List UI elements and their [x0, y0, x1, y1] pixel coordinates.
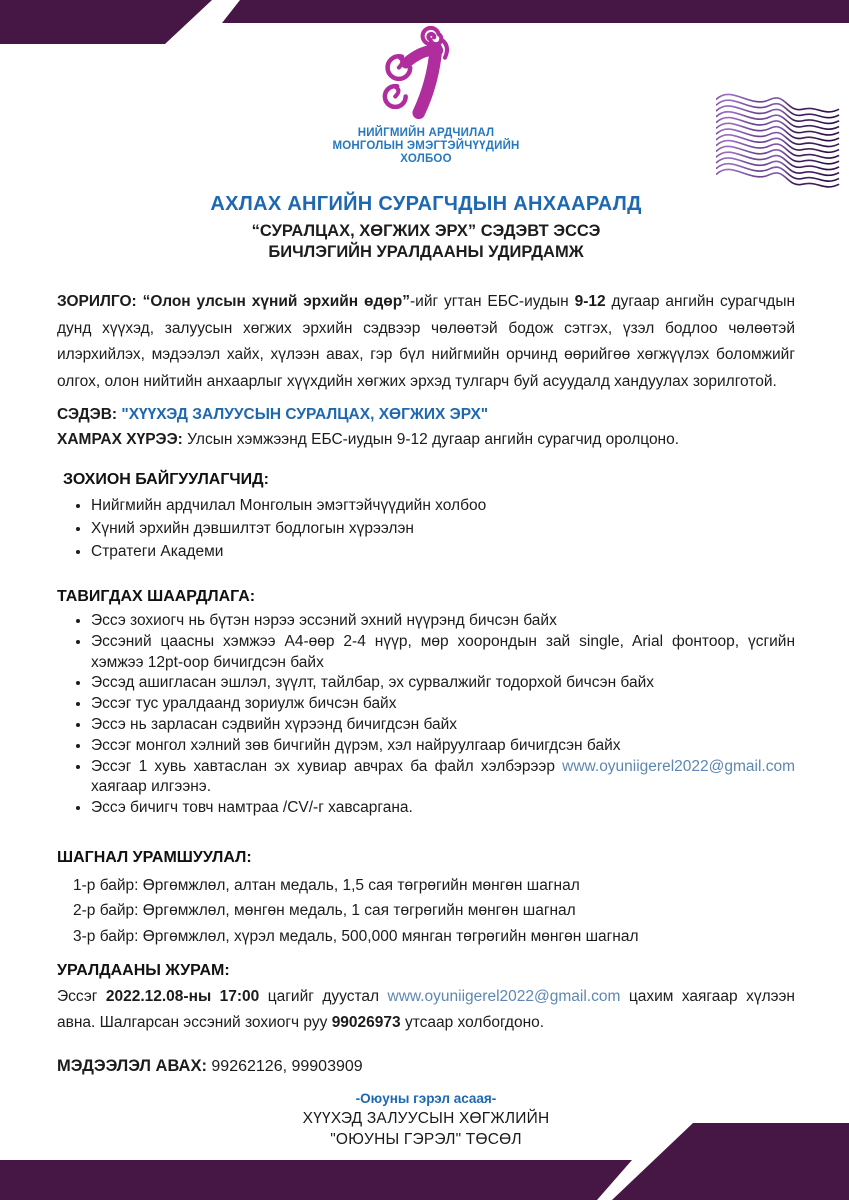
scope-label: ХАМРАХ ХҮРЭЭ: [57, 431, 183, 448]
page-title: АХЛАХ АНГИЙН СУРАГЧДЫН АНХААРАЛД [210, 193, 642, 215]
contact-label: МЭДЭЭЛЭЛ АВАХ: [57, 1057, 207, 1076]
contest-email-link[interactable]: www.oyuniigerel2022@gmail.com [562, 757, 795, 775]
footer-project-line: "ОЮУНЫ ГЭРЭЛ" ТӨСӨЛ [330, 1131, 522, 1149]
purpose-paragraph [57, 289, 795, 395]
purpose-text: дугаар ангийн сурагчдын дунд хүүхэд, залуусын хөгжих эрхийн сэдвээр чөлөөтэй бодож сэтгэх, үзэл бодлоо чөлөөтэй илэрхийлэх, мэдээлэл хайх, хүлээн авах, гэр бүл нийгмийн орчинд өөрийгөө хөгжүүлэх боломжийг олгох, олон нийтийн анхаарлыг хүүхдийн хөгжих эрхэд тулгарч буй асуудалд хандуулах зорилготой. [57, 293, 796, 390]
requirement-text: хаягаар илгээнэ. [91, 778, 212, 796]
list-item: • Нийгмийн ардчилал Монголын эмэгтэйчүүдийн холбоо [91, 494, 795, 517]
procedure-text: утсаар холбогдоно. [400, 1013, 545, 1031]
prize-item: 3-р байр: Өргөмжлөл, хүрэл медаль, 500,000 мянган төгрөгийн мөнгөн шагнал [73, 927, 639, 945]
contact-numbers: 99262126, 99903909 [206, 1058, 363, 1076]
contest-email-link[interactable]: www.oyuniigerel2022@gmail.com [387, 988, 621, 1006]
procedure-heading: УРАЛДААНЫ ЖУРАМ: [57, 962, 230, 980]
subtitle-line: БИЧЛЭГИЙН УРАЛДААНЫ УДИРДАМЖ [268, 243, 584, 261]
scope-line [57, 427, 795, 452]
organizers-heading: ЗОХИОН БАЙГУУЛАГЧИД: [63, 471, 269, 488]
footer-project-line: ХҮҮХЭД ЗАЛУУСЫН ХӨГЖЛИЙН [302, 1110, 550, 1128]
requirement-item: • Эссэг монгол хэлний зөв бичгийн дүрэм, хэл найруулгаар бичигдсэн байх [91, 736, 795, 757]
topic-value: "ХҮҮХЭД ЗАЛУУСЫН СУРАЛЦАХ, ХӨГЖИХ ЭРХ" [121, 406, 489, 423]
footer [57, 1090, 795, 1149]
requirement-item: • Эссэний цаасны хэмжээ А4-өөр 2-4 нүүр, мөр хоорондын зай single, Arial фонтоор, үсгийн хэмжээ 12pt-оор бичигдсэн байх [91, 632, 795, 674]
contact-line [57, 1053, 795, 1080]
procedure-paragraph [57, 984, 795, 1035]
requirements-list [57, 611, 795, 819]
requirement-item: • Эссэ зохиогч нь бүтэн нэрээ эссэний эхний нүүрэнд бичсэн байх [91, 611, 795, 632]
org-line: МОНГОЛЫН ЭМЭГТЭЙЧҮҮДИЙН [332, 140, 520, 152]
organizers-list [57, 494, 795, 563]
subtitle-line: “СУРАЛЦАХ, ХӨГЖИХ ЭРХ” СЭДЭВТ ЭССЭ [251, 222, 601, 240]
purpose-text: -ийг угтан ЕБС-иудын [410, 293, 575, 310]
requirement-item: • Эссэ бичигч товч намтраа /CV/-г хавсаргана. [91, 798, 795, 819]
document-content [57, 0, 795, 1149]
deadline-text: 2022.12.08-ны 17:00 [105, 988, 260, 1006]
organization-name [57, 127, 795, 166]
requirement-item: • Эссэг тус уралдаанд зориулж бичсэн байх [91, 694, 795, 715]
scope-text: Улсын хэмжээнд ЕБС-иудын 9-12 дугаар ангийн сурагчид оролцоно. [182, 431, 680, 448]
prize-item: 1-р байр: Өргөмжлөл, алтан медаль, 1,5 сая төгрөгийн мөнгөн шагнал [73, 876, 580, 894]
requirement-text: Эссэг 1 хувь хавтаслан эх хувиар авчрах ба файл хэлбэрээр [91, 757, 563, 775]
requirement-item [91, 757, 795, 799]
requirement-item: • Эссэ нь зарласан сэдвийн хүрээнд бичигдсэн байх [91, 715, 795, 736]
org-line: НИЙГМИЙН АРДЧИЛАЛ [357, 127, 495, 139]
procedure-text: цагийг дуустал [259, 988, 388, 1006]
topic-line [57, 402, 795, 427]
footer-slogan: -Оюуны гэрэл асаая- [355, 1091, 497, 1107]
phone-number: 99026973 [331, 1013, 401, 1031]
topic-label: СЭДЭВ: [57, 406, 122, 423]
org-line: ХОЛБОО [400, 153, 452, 165]
requirement-item: • Эссэд ашигласан эшлэл, зүүлт, тайлбар, эх сурвалжийг тодорхой бичсэн байх [91, 673, 795, 694]
womens-union-logo-icon [376, 26, 476, 120]
requirements-heading: ТАВИГДАХ ШААРДЛАГА: [57, 588, 256, 605]
prize-item: 2-р байр: Өргөмжлөл, мөнгөн медаль, 1 сая төгрөгийн мөнгөн шагнал [73, 902, 576, 920]
procedure-text: цахим хаягаар хүлээн авна. Шалгарсан эссэний зохиогч руу [57, 988, 795, 1031]
purpose-label: ЗОРИЛГО: “Олон улсын хүний эрхийн өдөр” [57, 293, 410, 310]
prizes-heading: ШАГНАЛ УРАМШУУЛАЛ: [57, 848, 252, 866]
page-subtitle [57, 221, 795, 263]
prizes-list [57, 873, 795, 950]
procedure-text: Эссэг [57, 988, 106, 1006]
logo-block [57, 0, 795, 166]
list-item: • Стратеги Академи [91, 540, 795, 563]
grade-range: 9-12 [574, 293, 606, 310]
bottom-left-accent-bar [0, 1160, 632, 1200]
list-item: • Хүний эрхийн дэвшилтэт бодлогын хүрээлэн [91, 517, 795, 540]
